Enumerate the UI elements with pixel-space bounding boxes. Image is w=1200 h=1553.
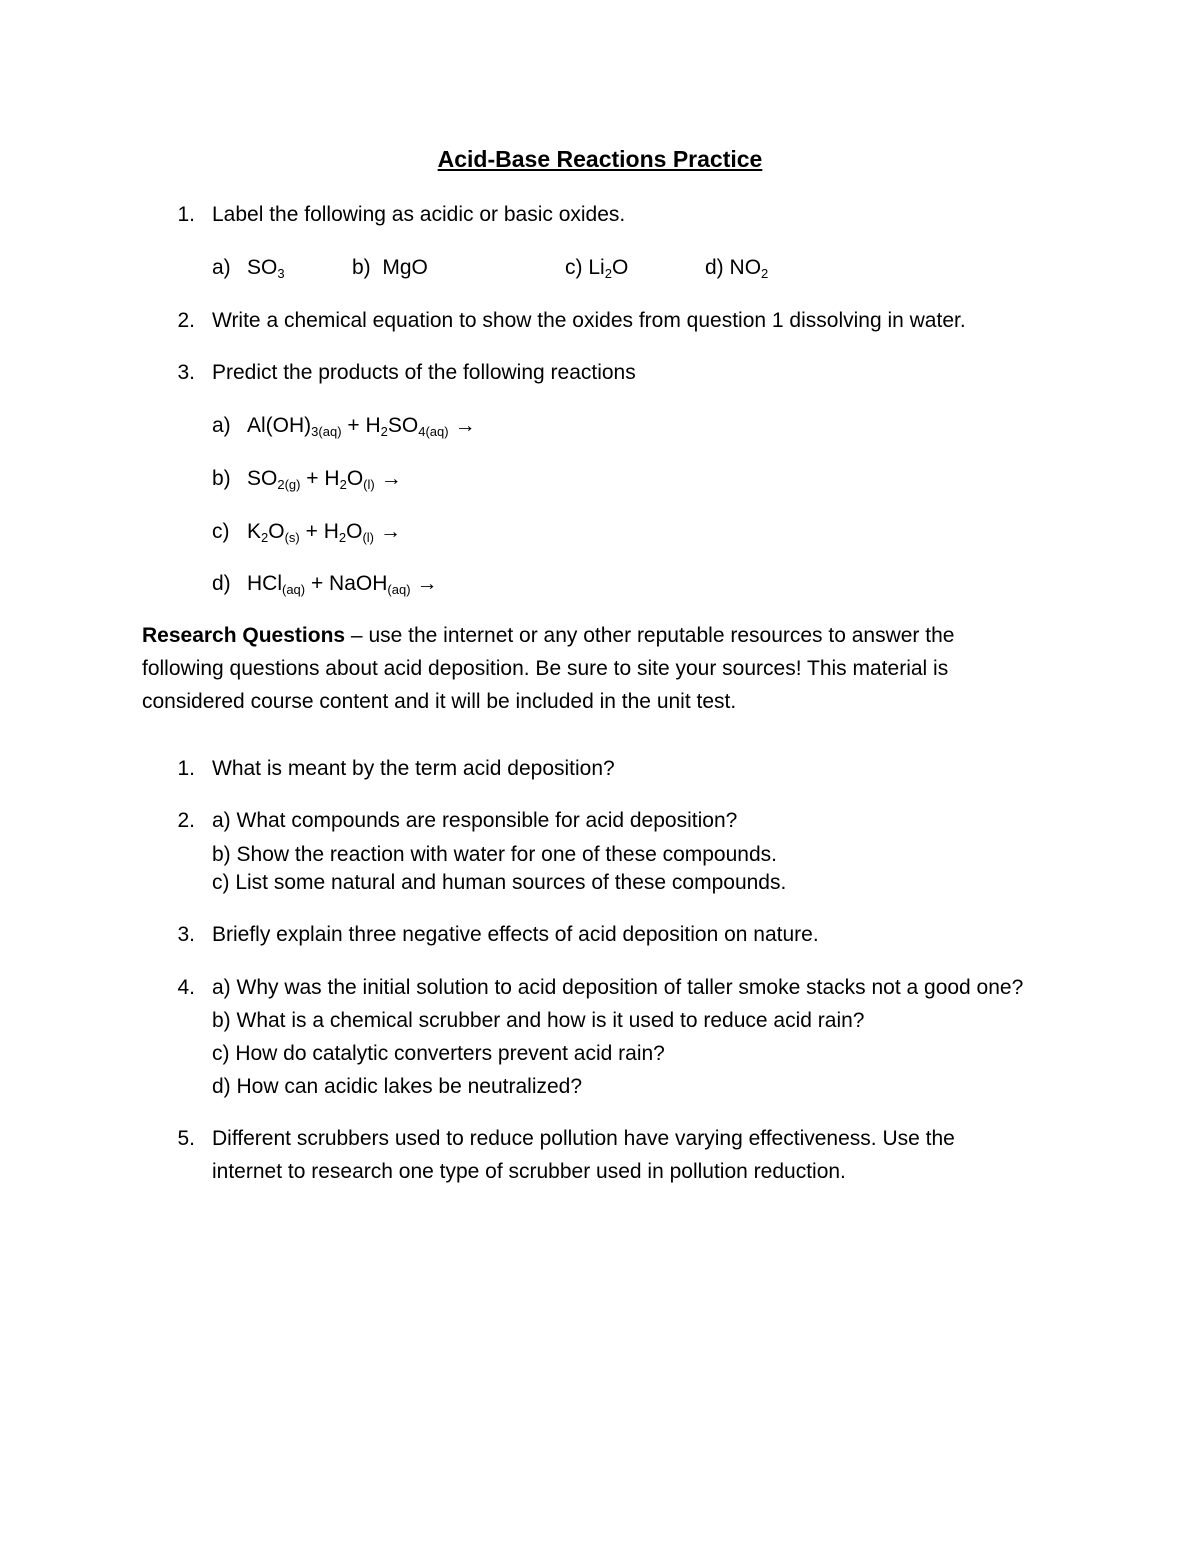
q1-option-d: d) $NO_2$ (705, 256, 769, 281)
rq4-c: c) How do catalytic converters prevent acid rain? (212, 1042, 665, 1065)
q1-text: Label the following as acidic or basic oxides. (212, 203, 626, 226)
arrow-icon: → (380, 467, 402, 490)
research-intro-line3: considered course content and it will be included in the unit test. (142, 690, 737, 713)
rq1-number: 1. (177, 757, 195, 780)
reaction-d: d) HCl$_{(aq)}$ + NaOH$_{(aq)}$ → (212, 572, 438, 597)
rq4-d: d) How can acidic lakes be neutralized? (212, 1075, 583, 1098)
arrow-icon: → (380, 520, 401, 543)
rq4-b: b) What is a chemical scrubber and how is it used to reduce acid rain? (212, 1009, 865, 1032)
q1-option-b: b) MgO (352, 256, 428, 279)
rq2-c: c) List some natural and human sources of these compounds. (212, 871, 787, 894)
q1-option-c: c) $Li_2O$ (565, 256, 629, 281)
q2-number: 2. (177, 309, 195, 332)
q1-option-a: a) $SO_3$ (212, 256, 285, 281)
rq2-a: a) What compounds are responsible for acid deposition? (212, 809, 738, 832)
research-heading: Research Questions (142, 624, 346, 647)
rq5-number: 5. (177, 1127, 195, 1150)
rq2-number: 2. (177, 809, 195, 832)
arrow-icon: → (416, 572, 438, 595)
arrow-icon: → (454, 414, 476, 437)
research-intro-line1: Research Questions – use the internet or any other reputable resources to answer the (142, 624, 955, 647)
rq1-text: What is meant by the term acid deposition? (212, 757, 615, 780)
rq3-number: 3. (177, 923, 195, 946)
rq5-line2: internet to research one type of scrubber used in pollution reduction. (212, 1160, 846, 1183)
reaction-c: c) $K_2O_{(s)} + H_2O_{(l)}$ → (212, 520, 401, 545)
rq4-number: 4. (177, 976, 195, 999)
page-title: Acid-Base Reactions Practice (437, 146, 763, 172)
rq5-line1: Different scrubbers used to reduce pollution have varying effectiveness. Use the (212, 1127, 955, 1150)
q3-text: Predict the products of the following reactions (212, 361, 636, 384)
q2-text: Write a chemical equation to show the oxides from question 1 dissolving in water. (212, 309, 966, 332)
research-intro-line2: following questions about acid deposition. Be sure to site your sources! This material is (142, 657, 949, 680)
reaction-a: a) $Al(OH)_{3(aq)} + H_2SO_{4(aq)}$ → (212, 414, 476, 439)
rq2-b: b) Show the reaction with water for one of these compounds. (212, 843, 777, 866)
rq4-a: a) Why was the initial solution to acid deposition of taller smoke stacks not a good one? (212, 976, 1024, 999)
rq3-text: Briefly explain three negative effects of acid deposition on nature. (212, 923, 819, 946)
q3-number: 3. (177, 361, 195, 384)
q1-number: 1. (177, 203, 195, 226)
reaction-b: b) $SO_{2(g)} + H_2O_{(l)}$ → (212, 467, 402, 492)
